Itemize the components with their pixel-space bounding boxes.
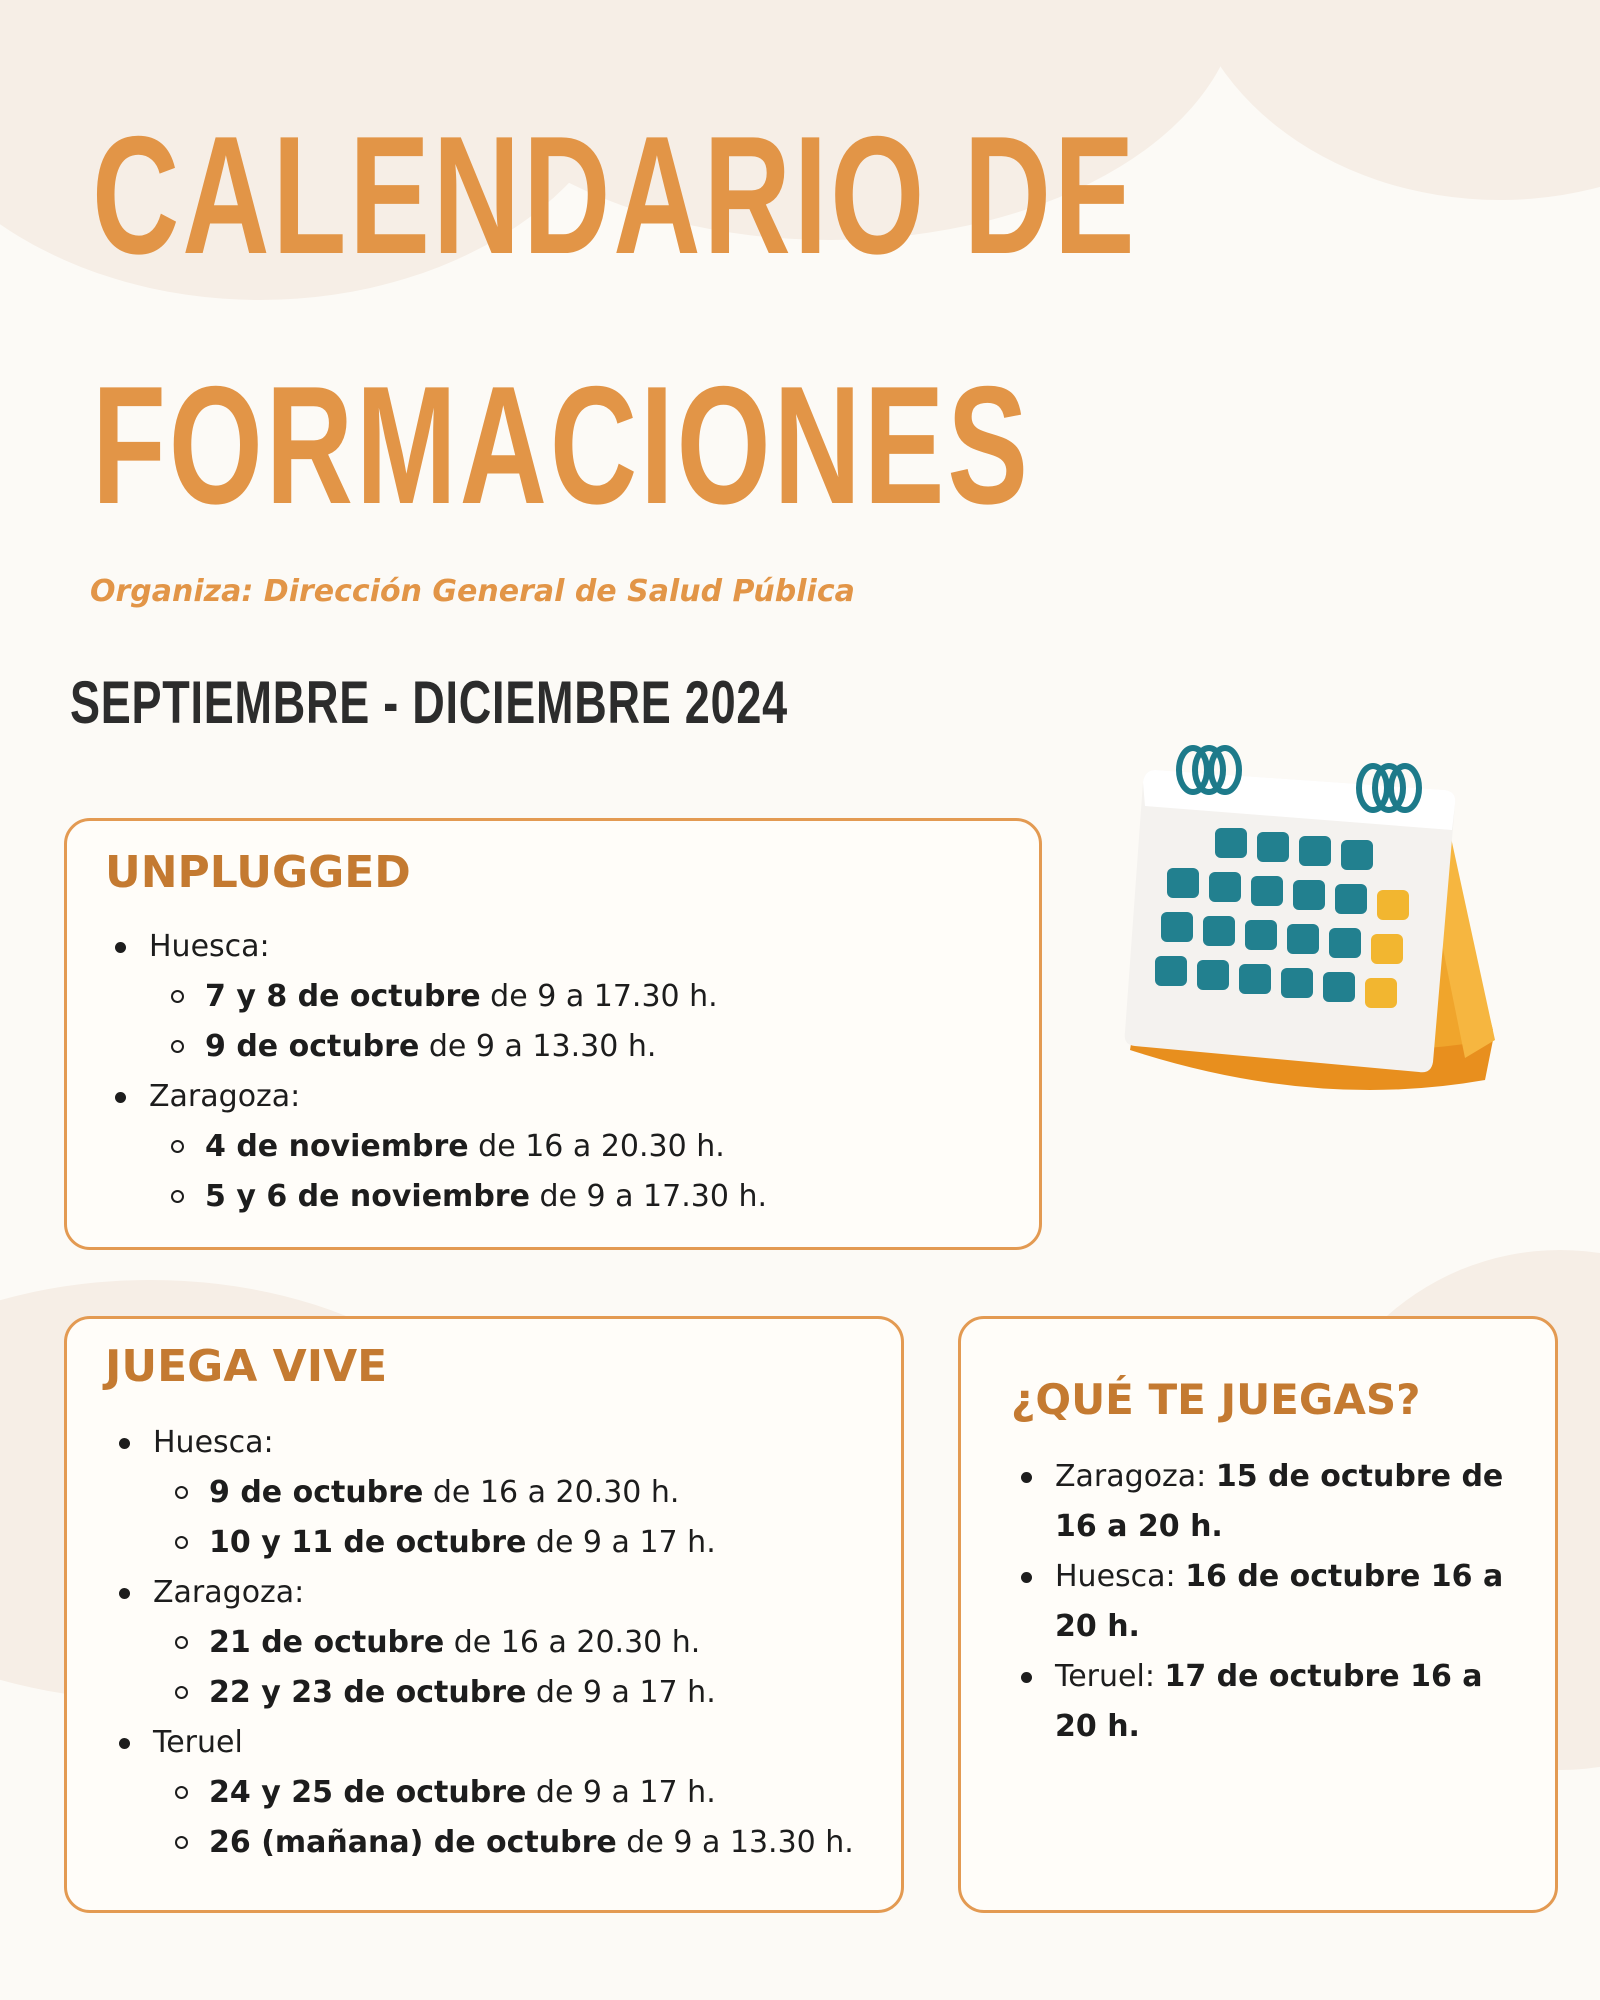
date-bold: 5 y 6 de noviembre xyxy=(205,1179,530,1214)
title-line-1: CALENDARIO DE xyxy=(92,101,1138,289)
city-label: Huesca: xyxy=(153,1425,274,1460)
list-item xyxy=(153,1668,863,1718)
city-label: Teruel: xyxy=(1055,1659,1165,1694)
city-label: Huesca: xyxy=(149,929,270,964)
date-bold: 15 de octubre de 16 a 20 h. xyxy=(1055,1459,1504,1544)
list-item xyxy=(1011,1652,1515,1752)
list-item xyxy=(1011,1552,1515,1652)
date-bold: 24 y 25 de octubre xyxy=(209,1775,527,1810)
date-bold: 21 de octubre xyxy=(209,1625,445,1660)
organizer-text: Organiza: Dirección General de Salud Pública xyxy=(90,574,855,609)
date-bold: 26 (mañana) de octubre xyxy=(209,1825,617,1860)
list-item xyxy=(153,1768,863,1818)
time-text: de 9 a 17 h. xyxy=(526,1675,716,1710)
list-item xyxy=(105,922,1001,1072)
date-bold: 9 de octubre xyxy=(205,1029,420,1064)
city-label: Huesca: xyxy=(1055,1559,1186,1594)
juega-vive-list xyxy=(105,1418,863,1868)
que-te-juegas-card xyxy=(958,1316,1558,1913)
list-item xyxy=(1011,1452,1515,1552)
list-item xyxy=(109,1418,863,1568)
time-text: de 9 a 17.30 h. xyxy=(480,979,718,1014)
city-label: Zaragoza: xyxy=(153,1575,305,1610)
date-bold: 4 de noviembre xyxy=(205,1129,469,1164)
time-text: de 9 a 17 h. xyxy=(526,1525,716,1560)
time-text: de 9 a 17.30 h. xyxy=(529,1179,768,1214)
time-text: de 9 a 13.30 h. xyxy=(419,1029,657,1064)
date-bold: 22 y 23 de octubre xyxy=(209,1675,527,1710)
unplugged-title: UNPLUGGED xyxy=(105,847,411,898)
list-item xyxy=(109,1718,863,1868)
date-bold: 7 y 8 de octubre xyxy=(205,979,481,1014)
list-item xyxy=(105,1072,1001,1222)
period-heading: SEPTIEMBRE - DICIEMBRE 2024 xyxy=(70,669,788,736)
city-label: Teruel xyxy=(153,1725,243,1760)
list-item xyxy=(153,1618,863,1668)
list-item xyxy=(149,972,1001,1022)
list-item xyxy=(153,1468,863,1518)
time-text: de 16 a 20.30 h. xyxy=(444,1625,701,1660)
list-item xyxy=(149,1022,1001,1072)
time-text: de 9 a 17 h. xyxy=(526,1775,716,1810)
que-te-juegas-list xyxy=(1011,1452,1515,1752)
date-bold: 16 de octubre 16 a 20 h. xyxy=(1055,1559,1504,1644)
calendar-icon xyxy=(1115,740,1505,1120)
time-text: de 16 a 20.30 h. xyxy=(468,1129,725,1164)
time-text: de 16 a 20.30 h. xyxy=(423,1475,680,1510)
title-line-2: FORMACIONES xyxy=(92,351,1031,539)
list-item xyxy=(149,1172,1001,1222)
time-text: de 9 a 13.30 h. xyxy=(616,1825,854,1860)
que-te-juegas-title: ¿QUÉ TE JUEGAS? xyxy=(1011,1375,1421,1424)
juega-vive-title: JUEGA VIVE xyxy=(105,1341,388,1392)
background-blob xyxy=(1180,0,1600,200)
unplugged-list xyxy=(105,922,1001,1222)
list-item xyxy=(149,1122,1001,1172)
list-item xyxy=(153,1818,863,1868)
date-bold: 10 y 11 de octubre xyxy=(209,1525,527,1560)
list-item xyxy=(109,1568,863,1718)
list-item xyxy=(153,1518,863,1568)
date-bold: 9 de octubre xyxy=(209,1475,424,1510)
date-bold: 17 de octubre 16 a 20 h. xyxy=(1055,1659,1483,1744)
juega-vive-card xyxy=(64,1316,904,1913)
unplugged-card xyxy=(64,818,1042,1250)
city-label: Zaragoza: xyxy=(1055,1459,1216,1494)
city-label: Zaragoza: xyxy=(149,1079,301,1114)
page-title xyxy=(92,70,1137,570)
